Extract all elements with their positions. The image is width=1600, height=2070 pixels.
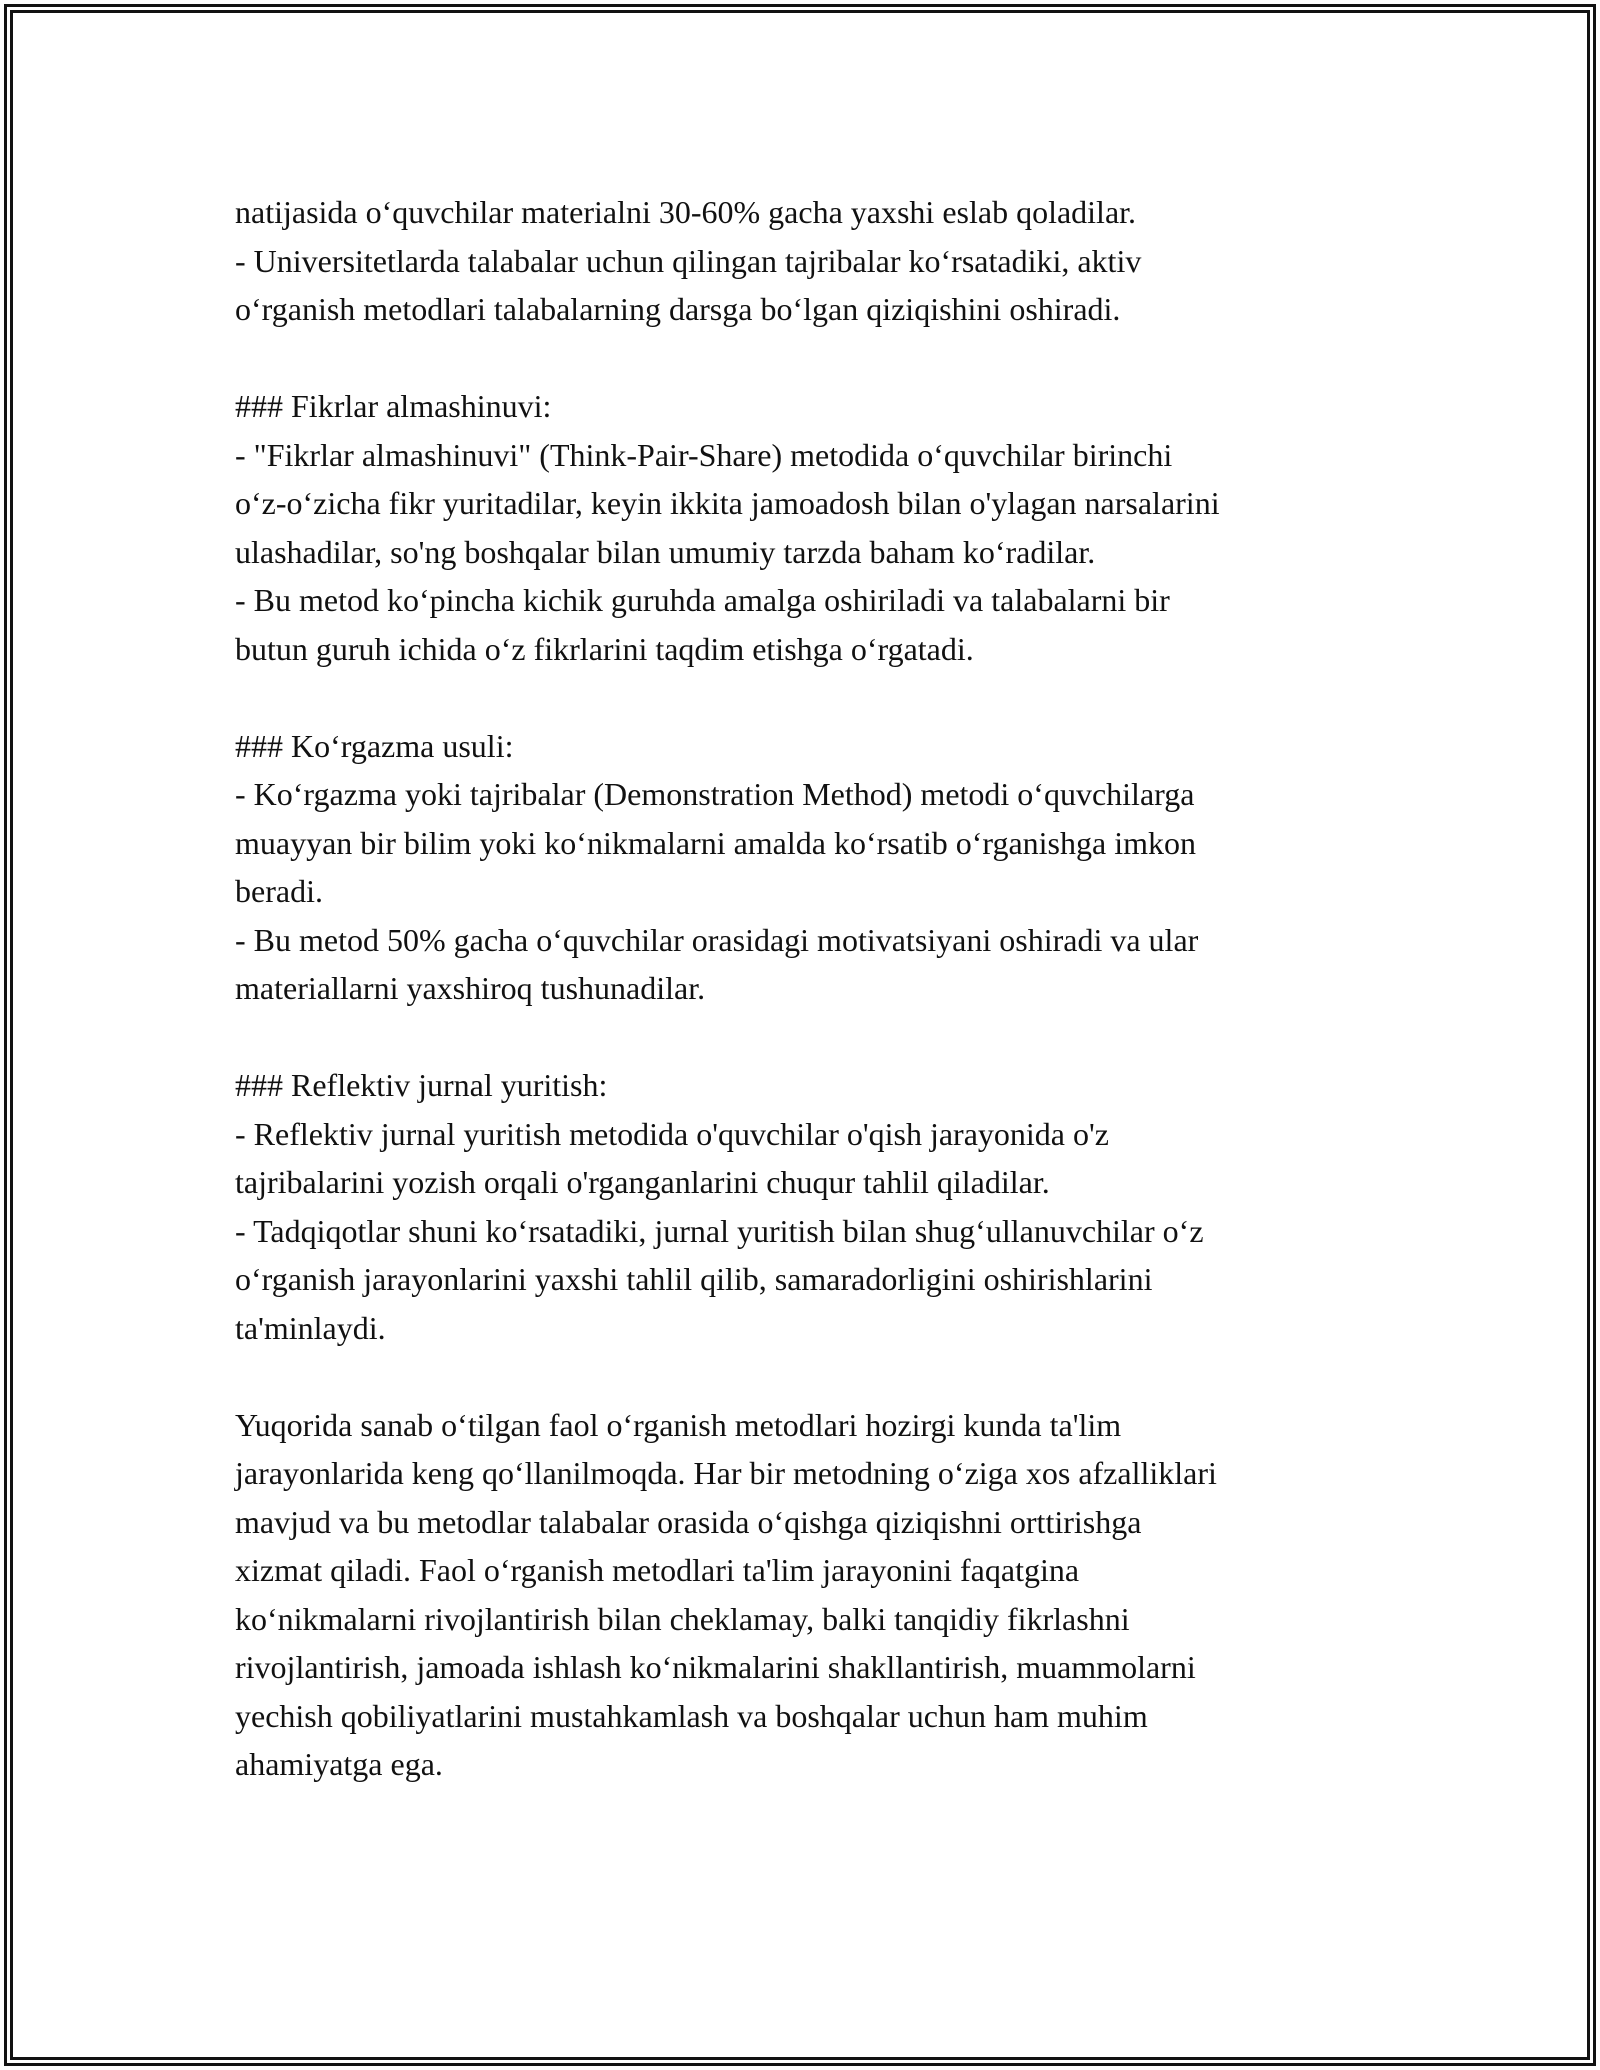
text-line: - Tadqiqotlar shuni ko‘rsatadiki, jurnal yuritish bilan shug‘ullanuvchilar o‘z [235,1212,1204,1249]
text-line: jarayonlarida keng qo‘llanilmoqda. Har bir metodning o‘ziga xos afzalliklari [235,1455,1217,1491]
text-line: ahamiyatga ega. [235,1746,443,1782]
text-line: natijasida o‘quvchilar materialni 30-60% gacha yaxshi eslab qoladilar. [235,194,1137,230]
section-heading: ### Ko‘rgazma usuli: [235,727,514,764]
text-line: materiallarni yaxshiroq tushunadilar. [235,970,706,1006]
paragraph-gap [235,1013,1375,1062]
section-heading: ### Fikrlar almashinuvi: [235,388,552,424]
text-line: yechish qobiliyatlarini mustahkamlash va boshqalar uchun ham muhim [235,1697,1148,1734]
text-line: tajribalarini yozish orqali o'rganganlarini chuqur tahlil qiladilar. [235,1164,1050,1200]
text-line: butun guruh ichida o‘z fikrlarini taqdim etishga o‘rgatadi. [235,630,974,667]
paragraph-gap [235,334,1375,383]
section-heading: ### Reflektiv jurnal yuritish: [235,1067,608,1103]
text-line: - Bu metod ko‘pincha kichik guruhda amalga oshiriladi va talabalarni bir [235,582,1170,618]
text-line: xizmat qiladi. Faol o‘rganish metodlari ta'lim jarayonini faqatgina [235,1552,1080,1588]
text-line: - Reflektiv jurnal yuritish metodida o'quvchilar o'qish jarayonida o'z [235,1115,1109,1152]
text-line: rivojlantirish, jamoada ishlash ko‘nikmalarini shakllantirish, muammolarni [235,1649,1196,1685]
document-body [235,188,1375,1789]
text-line: o‘z-o‘zicha fikr yuritadilar, keyin ikkita jamoadosh bilan o'ylagan narsalarini [235,485,1220,521]
text-line: o‘rganish metodlari talabalarning darsga bo‘lgan qiziqishini oshiradi. [235,291,1121,327]
text-line: ta'minlaydi. [235,1309,386,1346]
text-line: mavjud va bu metodlar talabalar orasida o‘qishga qiziqishni orttirishga [235,1503,1142,1540]
text-line: - Ko‘rgazma yoki tajribalar (Demonstration Method) metodi o‘quvchilarga [235,776,1195,812]
text-line: ko‘nikmalarni rivojlantirish bilan cheklamay, balki tanqidiy fikrlashni [235,1600,1130,1637]
text-line: muayyan bir bilim yoki ko‘nikmalarni amalda ko‘rsatib o‘rganishga imkon [235,824,1196,861]
text-line: o‘rganish jarayonlarini yaxshi tahlil qilib, samaradorligini oshirishlarini [235,1261,1153,1297]
paragraph-gap [235,673,1375,722]
text-line: - Bu metod 50% gacha o‘quvchilar orasidagi motivatsiyani oshiradi va ular [235,921,1199,958]
text-line: ulashadilar, so'ng boshqalar bilan umumiy tarzda baham ko‘radilar. [235,533,1096,570]
text-line: - Universitetlarda talabalar uchun qilingan tajribalar ko‘rsatadiki, aktiv [235,242,1142,279]
text-line: - "Fikrlar almashinuvi" (Think-Pair-Share) metodida o‘quvchilar birinchi [235,436,1173,473]
text-line: Yuqorida sanab o‘tilgan faol o‘rganish metodlari hozirgi kunda ta'lim [235,1406,1122,1443]
text-line: beradi. [235,873,323,909]
paragraph-gap [235,1352,1375,1401]
